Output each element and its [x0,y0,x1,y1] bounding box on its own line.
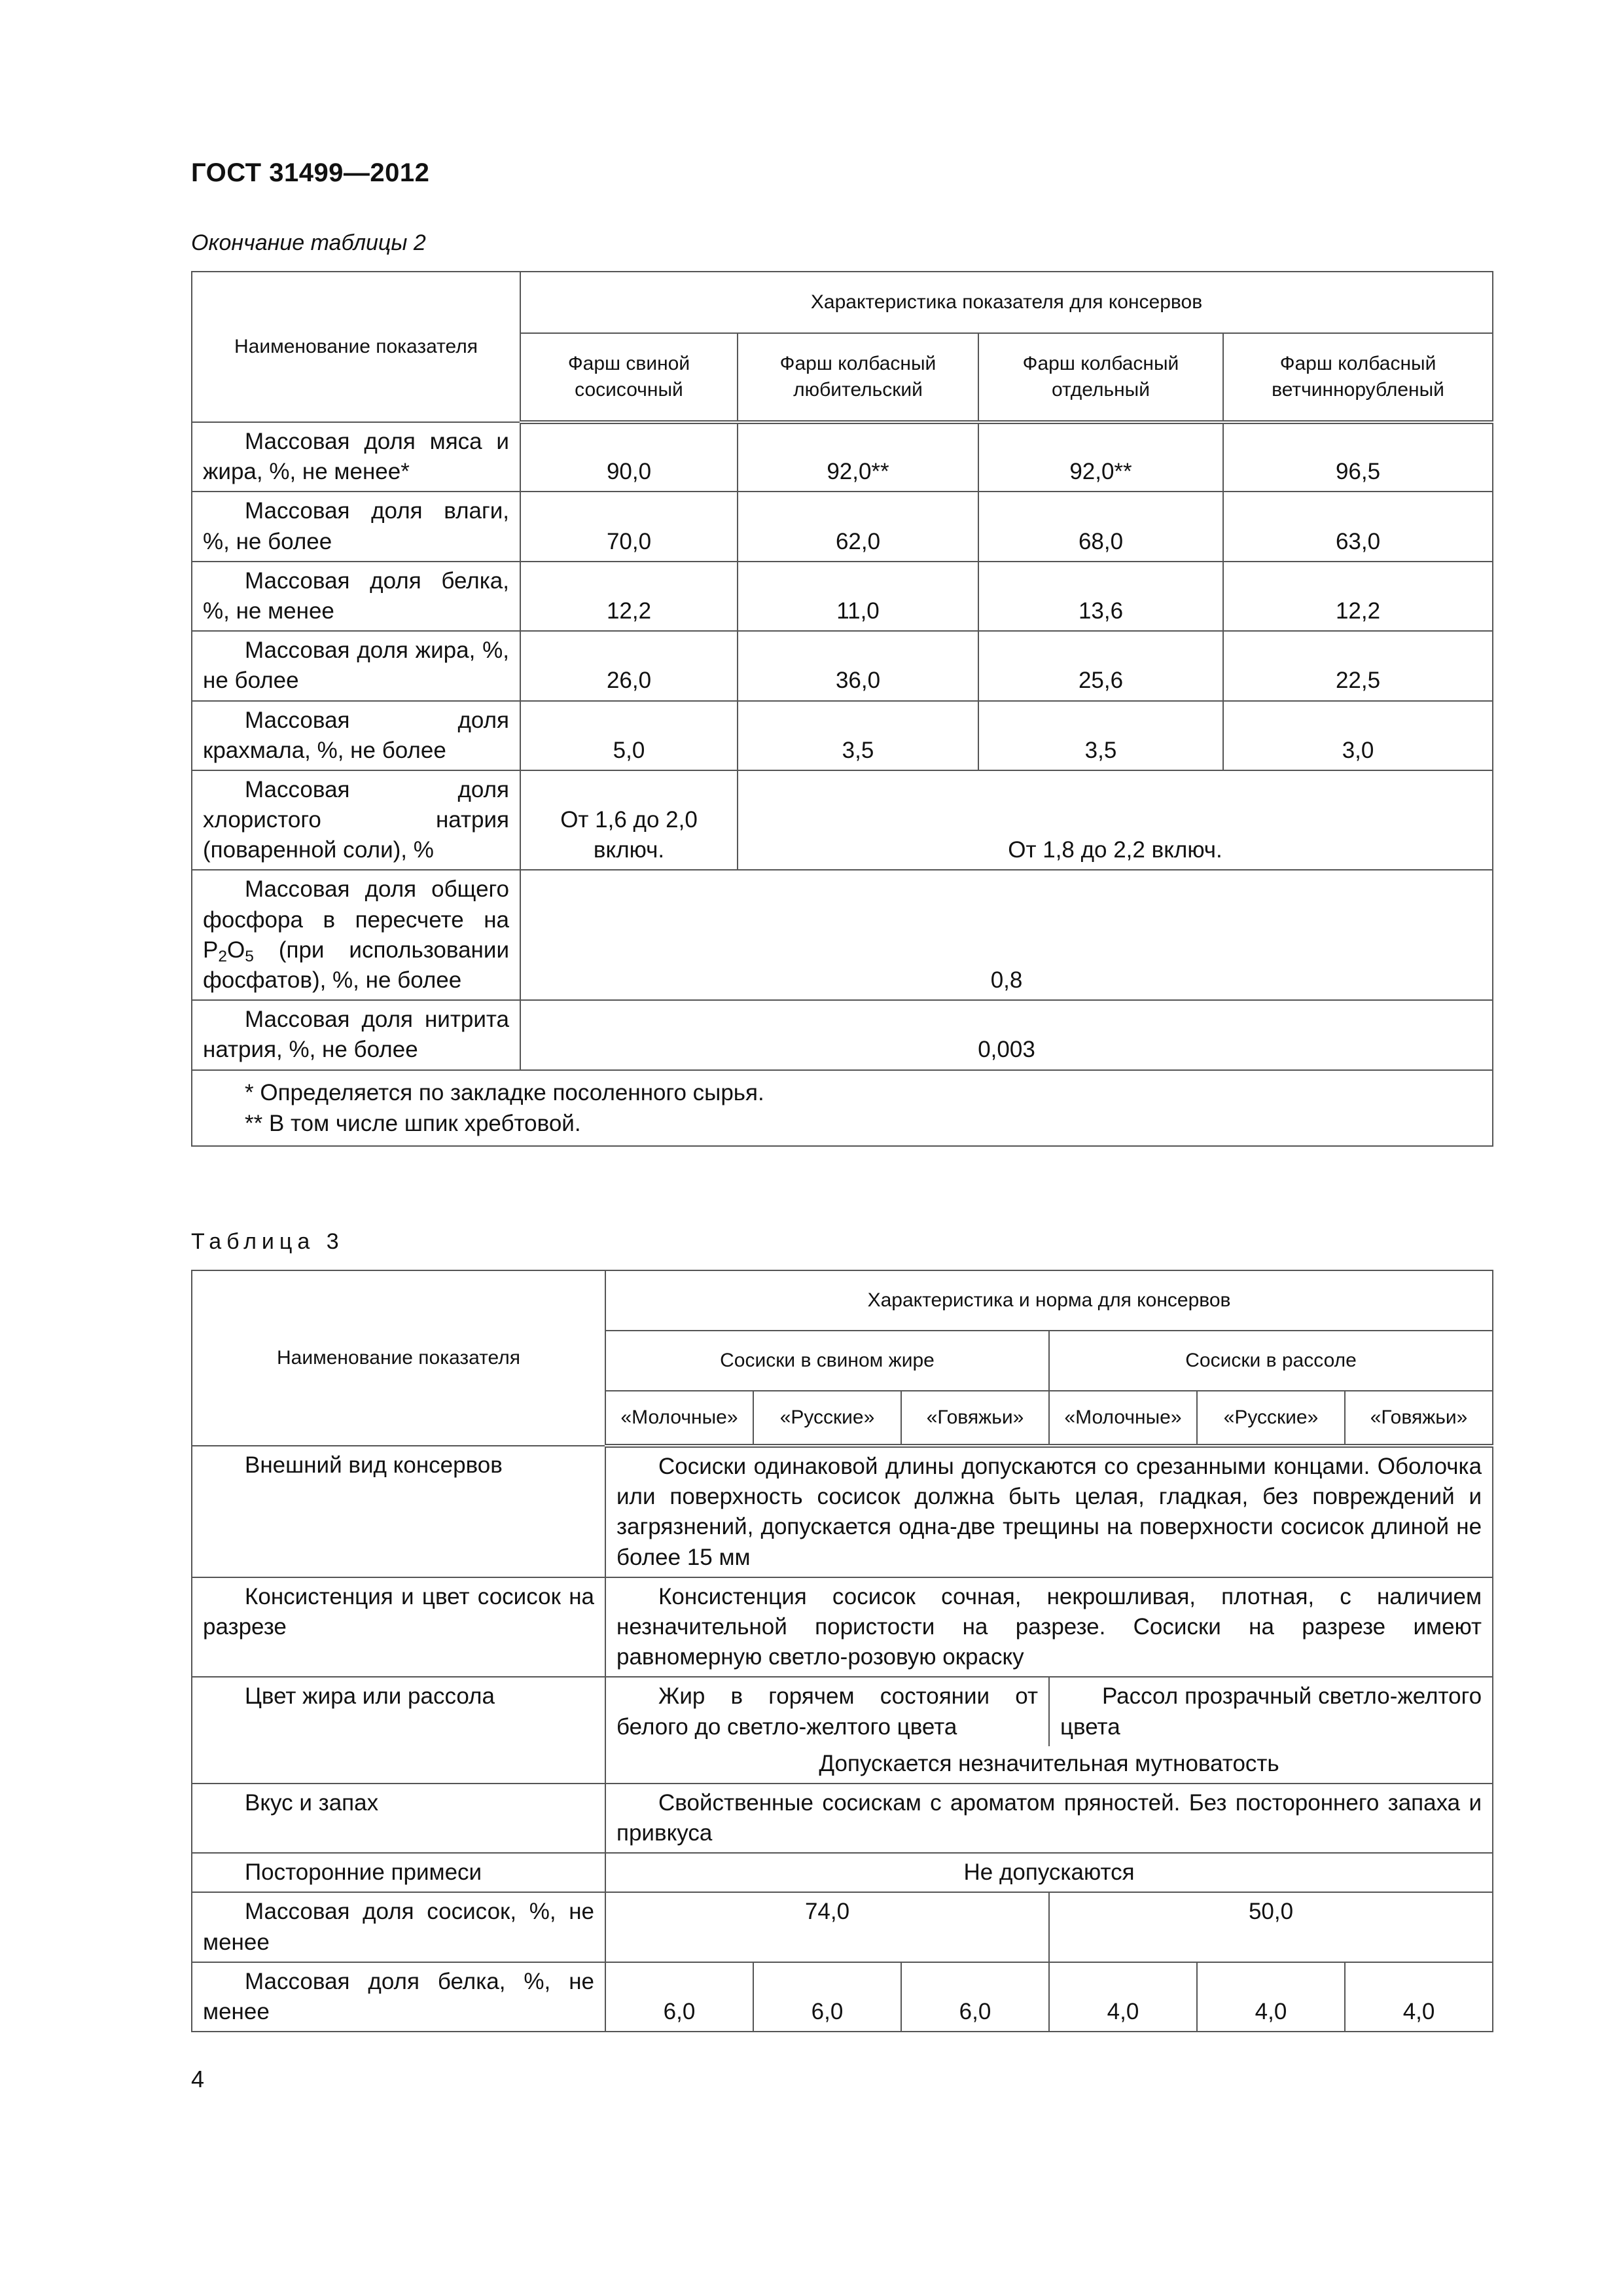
row-name: Вкус и запах [192,1784,605,1853]
cell-value: 26,0 [520,631,738,700]
table-row [192,492,1493,561]
row-name: Массовая доля влаги, %, не более [192,492,520,561]
table-footnotes [192,1070,1493,1147]
cell-value: 96,5 [1223,422,1493,492]
table2-col-header: Фарш свиной сосисочный [520,333,738,422]
cell-value: 6,0 [605,1962,753,2032]
footnote: ** В том числе шпик хребтовой. [245,1110,581,1136]
row-name: Массовая доля хлористого натрия (поваренной соли), % [192,770,520,870]
cell-value: 0,8 [520,870,1493,1000]
cell-value: 3,5 [738,701,978,770]
cell-value: 5,0 [520,701,738,770]
cell-value: От 1,6 до 2,0 включ. [520,770,738,870]
table3-col-header: «Говяжьи» [1345,1391,1493,1446]
cell-value: Консистенция сосисок сочная, некрошливая, плотная, с наличием незначительной пористости на разрезе. Сосиски на разрезе имеют равномерную светло-розовую окраску [605,1577,1493,1677]
table-row [192,1962,1493,2032]
cell-value: Допускается незначительная мутноватость [605,1746,1493,1784]
table3-col-name-header: Наименование показателя [192,1270,605,1446]
table3-col-header: «Русские» [753,1391,901,1446]
footnote: * Определяется по закладке посоленного сырья. [245,1079,764,1105]
cell-value: 12,2 [520,562,738,631]
cell-value: От 1,8 до 2,2 включ. [738,770,1493,870]
cell-value: Жир в горячем состоянии от белого до светло-желтого цвета [605,1677,1049,1746]
table-row [192,422,1493,492]
cell-value: 92,0** [978,422,1223,492]
table3-col-header: «Молочные» [1049,1391,1197,1446]
table2-caption: Окончание таблицы 2 [191,230,426,255]
table2-col-header: Фарш колбасный отдельный [978,333,1223,422]
table-row [192,1677,1493,1746]
table2-col-name-header: Наименование показателя [192,272,520,422]
row-name: Массовая доля белка, %, не менее [192,1962,605,2032]
table3-group-header: Характеристика и норма для консервов [605,1270,1493,1331]
cell-value: 3,5 [978,701,1223,770]
table-2 [191,271,1493,1147]
cell-value: Не допускаются [605,1853,1493,1892]
table-row [192,1577,1493,1677]
document-header: ГОСТ 31499—2012 [191,158,430,187]
cell-value: 92,0** [738,422,978,492]
table-3 [191,1270,1493,2032]
cell-value: 22,5 [1223,631,1493,700]
table-row [192,770,1493,870]
table2-col-header: Фарш колбасный ветчиннорубленый [1223,333,1493,422]
cell-value: 4,0 [1197,1962,1345,2032]
table3-subgroup-header: Сосиски в рассоле [1049,1331,1493,1391]
cell-value: Свойственные сосискам с ароматом пряностей. Без постороннего запаха и привкуса [605,1784,1493,1853]
table3-subgroup-header: Сосиски в свином жире [605,1331,1049,1391]
row-name: Массовая доля белка, %, не менее [192,562,520,631]
table-row [192,1446,1493,1577]
table3-col-header: «Молочные» [605,1391,753,1446]
cell-value: 4,0 [1049,1962,1197,2032]
cell-value: 3,0 [1223,701,1493,770]
table3-col-header: «Русские» [1197,1391,1345,1446]
cell-value: 36,0 [738,631,978,700]
table2-group-header: Характеристика показателя для консервов [520,272,1493,333]
row-name: Цвет жира или рассола [192,1677,605,1784]
row-name: Посторонние примеси [192,1853,605,1892]
cell-value: 0,003 [520,1000,1493,1069]
cell-value: 13,6 [978,562,1223,631]
table-row [192,1000,1493,1069]
row-name: Массовая доля крахмала, %, не более [192,701,520,770]
table-row [192,1784,1493,1853]
table-row [192,870,1493,1000]
cell-value: 50,0 [1049,1892,1493,1962]
row-name: Консистенция и цвет сосисок на разрезе [192,1577,605,1677]
cell-value: 6,0 [753,1962,901,2032]
cell-value: 6,0 [901,1962,1049,2032]
table-row [192,631,1493,700]
row-name: Внешний вид консервов [192,1446,605,1577]
table-row [192,1853,1493,1892]
row-name: Массовая доля мяса и жира, %, не менее* [192,422,520,492]
row-name: Массовая доля нитрита натрия, %, не более [192,1000,520,1069]
table2-col-header: Фарш колбасный любительский [738,333,978,422]
cell-value: Рассол прозрачный светло-желтого цвета [1049,1677,1493,1746]
cell-value: 25,6 [978,631,1223,700]
cell-value: 70,0 [520,492,738,561]
cell-value: 74,0 [605,1892,1049,1962]
table-row [192,701,1493,770]
table-row [192,562,1493,631]
cell-value: 12,2 [1223,562,1493,631]
cell-value: 63,0 [1223,492,1493,561]
table3-col-header: «Говяжьи» [901,1391,1049,1446]
cell-value: 11,0 [738,562,978,631]
page-number: 4 [191,2066,205,2092]
cell-value: 68,0 [978,492,1223,561]
row-name: Массовая доля сосисок, %, не менее [192,1892,605,1962]
cell-value: 4,0 [1345,1962,1493,2032]
cell-value: 90,0 [520,422,738,492]
table-row [192,1892,1493,1962]
row-name: Массовая доля жира, %, не более [192,631,520,700]
row-name: Массовая доля общего фосфора в пересчете на $P_2O_5$ (при использовании фосфатов), %, не более [192,870,520,1000]
cell-value: 62,0 [738,492,978,561]
cell-value: Сосиски одинаковой длины допускаются со срезанными концами. Оболочка или поверхность сосисок должна быть целая, гладкая, без повреждений и загрязнений, допускается одна-две трещины на поверхности сосисок длиной не более 15 мм [605,1446,1493,1577]
table3-caption: Таблица 3 [191,1229,344,1254]
